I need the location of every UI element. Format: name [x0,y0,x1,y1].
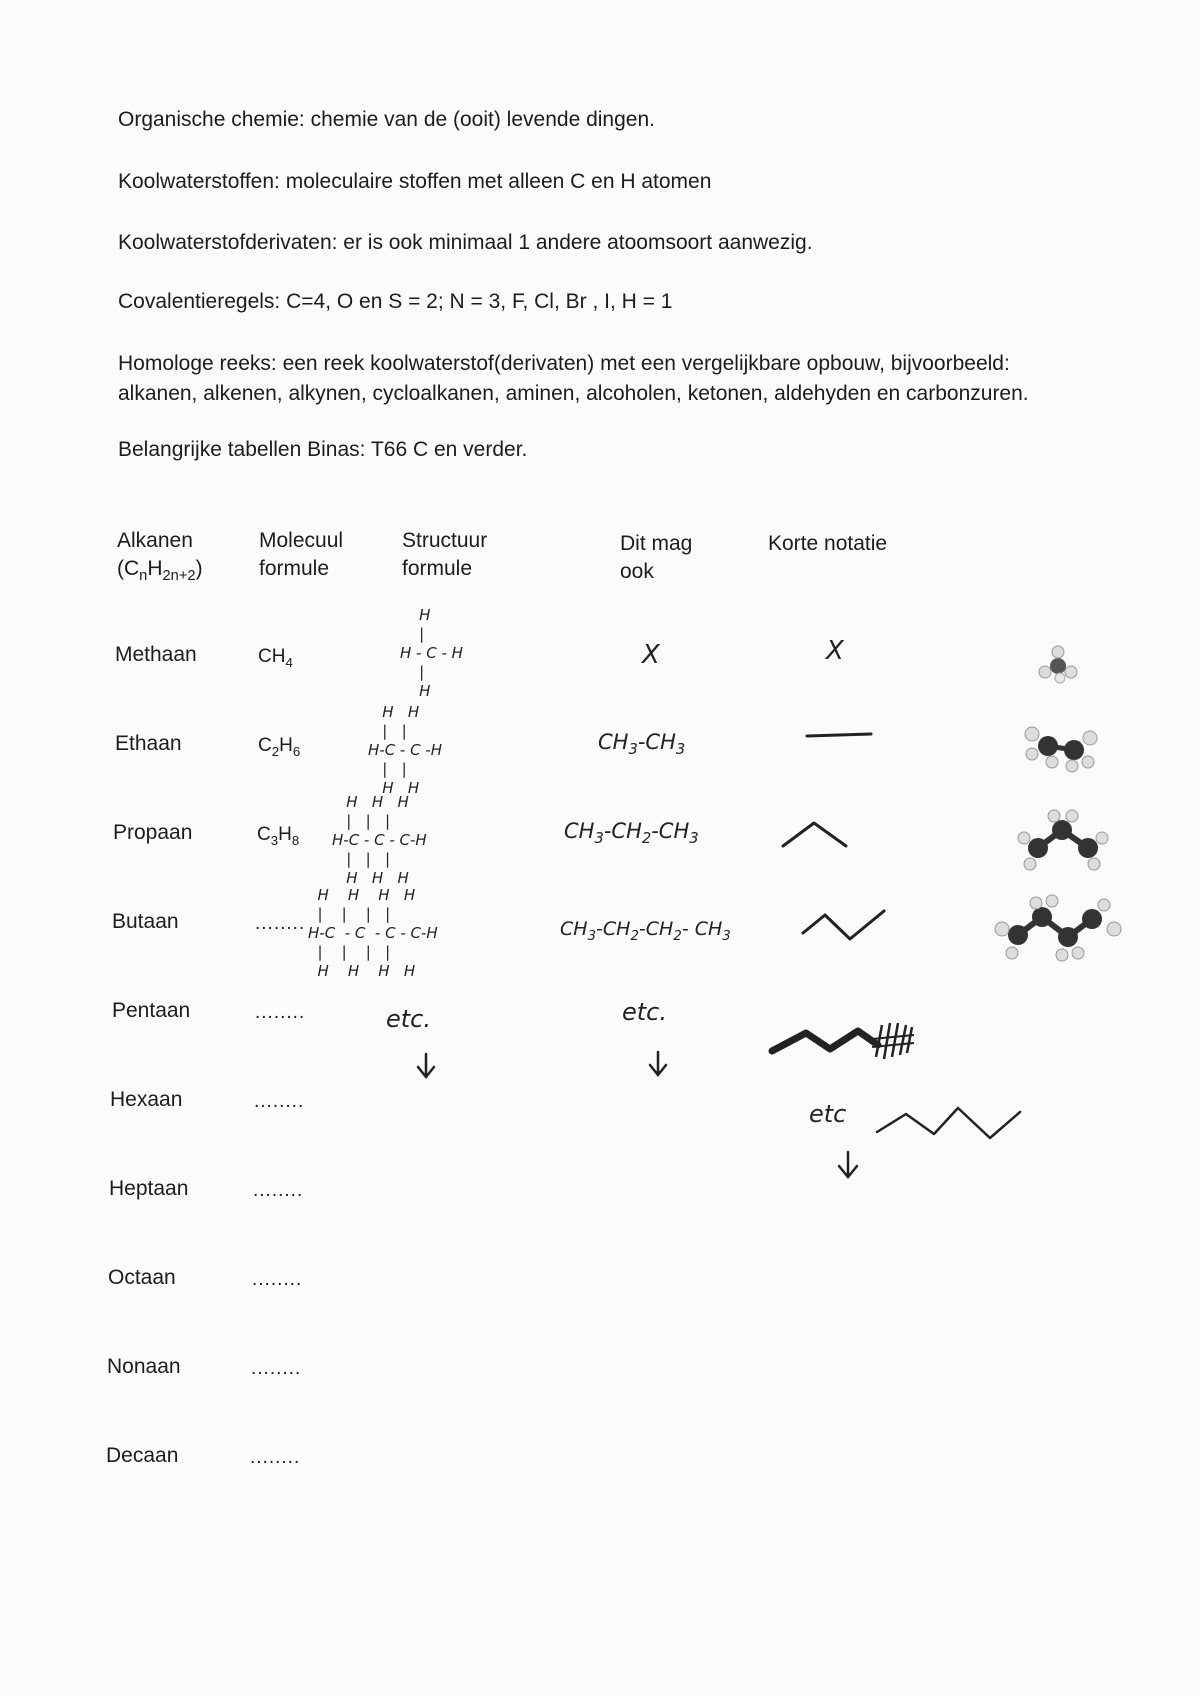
formula-propaan: $C_3H_8$ [257,824,300,848]
header-molecuul: Molecuul formule [259,529,344,580]
row-name-hexaan: Hexaan [110,1088,183,1111]
row-name-propaan: Propaan [113,821,193,844]
alt-ethaan: $CH_3-CH_3$ [598,730,686,759]
row-name-pentaan: Pentaan [112,999,191,1022]
row-name-octaan: Octaan [108,1266,176,1289]
formula-heptaan: ........ [253,1180,304,1201]
formula-octaan: ........ [252,1269,303,1290]
ethaan-skeletal-line [805,730,875,742]
structure-propaan: H H H | | | H-C - C - C-H | | | H H H [332,793,427,887]
row-name-heptaan: Heptaan [109,1177,189,1200]
row-name-nonaan: Nonaan [107,1355,181,1378]
down-arrow-icon [835,1150,861,1180]
intro-homologe-2: alkanen, alkenen, alkynen, cycloalkanen, aminen, alcoholen, ketonen, aldehyden en carbonzuren. [118,382,1029,405]
header-structuur: Structuur formule [402,529,488,580]
etc-alt: etc. [622,998,667,1026]
ethaan-model-image [1022,720,1102,776]
down-arrow-icon [646,1050,670,1078]
formula-ethaan: $C_2H_6$ [258,735,301,759]
row-name-ethaan: Ethaan [115,732,182,755]
formula-methaan: $CH_4$ [258,646,293,670]
formula-nonaan: ........ [251,1358,302,1379]
formula-hexaan: ........ [254,1091,305,1112]
row-name-butaan: Butaan [112,910,179,933]
header-dit-mag: Dit mag ook [620,532,693,583]
header-alkanen: Alkanen $(C_nH_{2n+2})$ [117,529,203,585]
hexaan-skeletal-line [874,1102,1024,1144]
alt-butaan: $CH_3-CH_2-CH_2-$ $CH_3$ [560,918,731,944]
formula-butaan: ........ [255,913,306,934]
methaan-model-image [1034,640,1084,690]
pentaan-skeletal-scribble [768,1015,918,1065]
intro-covalentie: Covalentieregels: C=4, O en S = 2; N = 3, F, Cl, Br , I, H = 1 [118,290,673,313]
butaan-skeletal-line [800,905,890,945]
structure-butaan: H H H H | | | | H-C - C - C - C-H | | | | H H H H [308,886,438,980]
structure-methaan: H | H - C - H | H [400,606,463,700]
structure-ethaan: H H | | H-C - C -H | | H H [368,703,443,797]
alt-propaan: $CH_3-CH_2-CH_3$ [564,819,699,848]
formula-pentaan: ........ [255,1002,306,1023]
etc-structure: etc. [386,1005,431,1033]
row-name-methaan: Methaan [115,643,197,666]
etc-korte: etc [809,1100,847,1128]
down-arrow-icon [414,1052,438,1080]
formula-decaan: ........ [250,1447,301,1468]
propaan-model-image [1014,808,1114,874]
intro-derivaten: Koolwaterstofderivaten: er is ook minimaal 1 andere atoomsoort aanwezig. [118,231,813,254]
header-korte-notatie: Korte notatie [768,532,888,555]
intro-organische: Organische chemie: chemie van de (ooit) levende dingen. [118,108,655,131]
row-name-decaan: Decaan [106,1444,179,1467]
korte-methaan: X [826,636,844,666]
propaan-skeletal-line [780,818,850,852]
butaan-model-image [992,895,1124,967]
intro-koolwaterstoffen: Koolwaterstoffen: moleculaire stoffen met alleen C en H atomen [118,170,712,193]
intro-binas: Belangrijke tabellen Binas: T66 C en verder. [118,438,528,461]
intro-homologe-1: Homologe reeks: een reek koolwaterstof(derivaten) met een vergelijkbare opbouw, bijvoorbeeld: [118,352,1010,375]
alt-methaan: X [642,640,660,670]
